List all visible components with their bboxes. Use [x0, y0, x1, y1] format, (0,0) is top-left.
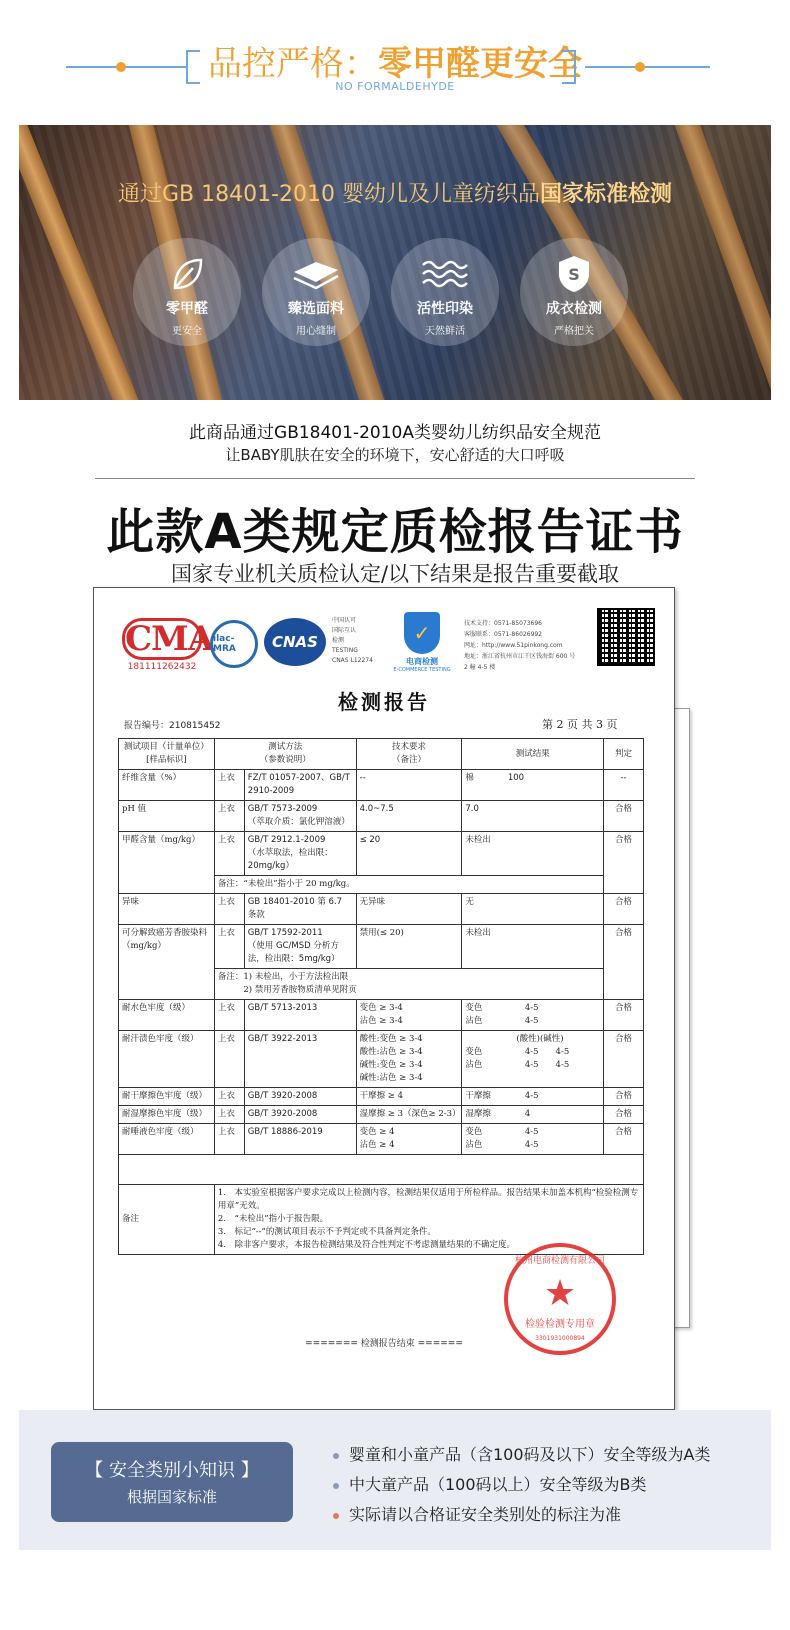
ilac-mra-logo: ilac-MRA — [210, 620, 258, 668]
header-bracket-right — [562, 50, 576, 84]
page-title: 品控严格：零甲醛更安全 — [208, 44, 582, 84]
lab-contact-info: 技术支持：0571-85073696 客服联系：0571-86026992 网址：http://www.51pinkong.com 地址：浙江省杭州市江干区钱海街 600 号 2 幢 4-5 楼 — [464, 620, 576, 671]
safety-knowledge-panel — [19, 1410, 771, 1550]
intro-line-1: 此商品通过GB18401-2010A类婴幼儿纺织品安全规范 — [189, 423, 601, 443]
hero-banner — [19, 125, 771, 400]
table-row: 甲醛含量（mg/kg） 上衣 GB/T 2912.1-2009 （水萃取法，检出限：20mg/kg） ≤ 20 未检出 合格 — [119, 832, 644, 876]
header-dot-right — [635, 62, 645, 72]
page-subtitle: NO FORMALDEHYDE — [335, 80, 455, 93]
leaf-icon — [133, 252, 241, 296]
table-header-row — [119, 739, 644, 770]
table-row: 耐汗渍色牢度（级） 上衣 GB/T 3922-2013 酸性:变色 ≥ 3-4 酸性:沾色 ≥ 3-4 碱性:变色 ≥ 3-4 碱性:沾色 ≥ 3-4 (酸性)(碱性) 变色 4-5 4-5 沾色 4-5 4-5 合格 — [119, 1031, 644, 1088]
wave-icon — [391, 252, 499, 296]
test-report-document — [93, 587, 675, 1410]
table-spacer-row — [119, 1155, 644, 1185]
col-header-verdict: 判定 — [604, 739, 644, 770]
remarks-row: 备注 1. 本实验室根据客户要求完成以上检测内容，检测结果仅适用于所检样品。报告结果未加盖本机构“检验检测专用章”无效。 2. “未检出”指小于报告限。 3. 标记“--”的测试项目表示不予判定或不具备判定条件。 4. 除非客户要求，本报告检测结果及符合性判定不考虑测量结果的不确定度。 — [119, 1185, 644, 1255]
report-title: 检测报告 — [338, 690, 430, 714]
svg-text:S: S — [568, 265, 580, 284]
ecommerce-testing-logo: ✓ 电商检测 E-COMMERCE TESTING — [392, 612, 452, 673]
inspection-seal-stamp: 杭州电商检测有限公司 ★ 检验检测专用章 3301931000894 — [504, 1243, 616, 1355]
list-item: 实际请以合格证安全类别处的标注为准 — [333, 1502, 621, 1525]
col-header-item: 测试项目（计量单位） [样品标识] — [119, 739, 215, 770]
list-item: 中大童产品（100码以上）安全等级为B类 — [333, 1472, 647, 1495]
section-subtitle: 国家专业机关质检认定/以下结果是报告重要截取 — [170, 562, 620, 586]
star-icon: ★ — [543, 1273, 577, 1314]
feature-badge: 零甲醛 更安全 — [133, 238, 241, 346]
report-logos — [122, 608, 642, 680]
table-row: 耐水色牢度（级） 上衣 GB/T 5713-2013 变色 ≥ 3-4 沾色 ≥ 3-4 变色 4-5 沾色 4-5 合格 — [119, 1000, 644, 1031]
table-note-row: 备注：“未检出”指小于 20 mg/kg。 — [119, 876, 644, 894]
table-row: 异味 上衣 GB 18401-2010 第 6.7 条款 无异味 无 合格 — [119, 894, 644, 925]
cnas-text: 中国认可 国际互认 检测 TESTING CNAS L12274 — [332, 617, 373, 664]
section-title: 此款A类规定质检报告证书 — [106, 504, 684, 560]
intro-line-2: 让BABY肌肤在安全的环境下，安心舒适的大口呼吸 — [225, 446, 565, 464]
cma-logo: CMA 181111262432 — [122, 618, 202, 672]
table-row: pH 值 上衣 GB/T 7573-2009 （萃取介质：氯化钾溶液） 4.0~7.5 7.0 合格 — [119, 801, 644, 832]
check-shield-icon: ✓ — [404, 612, 440, 654]
divider — [95, 478, 695, 479]
cnas-logo: CNAS — [264, 618, 326, 666]
table-row: 纤维含量（%） 上衣 FZ/T 01057-2007、GB/T 2910-2009 -- 棉 100 -- — [119, 770, 644, 801]
col-header-method: 测试方法 （参数说明） — [214, 739, 356, 770]
shield-icon — [520, 252, 628, 296]
spool-stick — [658, 125, 771, 400]
results-table — [118, 738, 644, 1255]
bullet-icon — [333, 1453, 339, 1459]
col-header-result: 测试结果 — [462, 739, 604, 770]
table-row: 耐干摩擦色牢度（级） 上衣 GB/T 3920-2008 干摩擦 ≥ 4 干摩擦 4-5 合格 — [119, 1088, 644, 1106]
table-note-row: 备注：1) 未检出，小于方法检出限 2) 禁用芳香胺物质清单见附页 — [119, 969, 644, 1000]
table-row: 耐湿摩擦色牢度（级） 上衣 GB/T 3920-2008 湿摩擦 ≥ 3（深色≥ 2-3） 湿摩擦 4 合格 — [119, 1106, 644, 1124]
col-header-requirement: 技术要求 （备注） — [356, 739, 462, 770]
spool-stick — [19, 125, 150, 400]
report-end-marker: ======= 检测报告结束 ====== — [305, 1339, 463, 1349]
table-row: 可分解致癌芳香胺染料（mg/kg） 上衣 GB/T 17592-2011 （使用 GC/MSD 分析方法，检出限：5mg/kg） 禁用(≤ 20) 未检出 合格 — [119, 925, 644, 969]
tip-box: 【 安全类别小知识 】 根据国家标准 — [51, 1442, 293, 1522]
banner-headline: 通过GB 18401-2010 婴幼儿及儿童纺织品国家标准检测 — [117, 182, 673, 207]
qr-code — [597, 608, 655, 666]
fabric-layer-icon — [262, 252, 370, 296]
page-indicator: 第 2 页 共 3 页 — [542, 718, 618, 731]
header-rule-right — [585, 66, 710, 68]
bullet-icon — [333, 1483, 339, 1489]
table-row: 耐唾液色牢度（级） 上衣 GB/T 18886-2019 变色 ≥ 4 沾色 ≥ 4 变色 4-5 沾色 4-5 合格 — [119, 1124, 644, 1155]
feature-badge: S 成衣检测 严格把关 — [520, 238, 628, 346]
feature-badge: 臻选面料 用心缝制 — [262, 238, 370, 346]
list-item: 婴童和小童产品（含100码及以下）安全等级为A类 — [333, 1442, 711, 1465]
bullet-icon — [333, 1513, 339, 1519]
feature-badge: 活性印染 天然鲜活 — [391, 238, 499, 346]
report-number: 报告编号：210815452 — [124, 721, 221, 731]
